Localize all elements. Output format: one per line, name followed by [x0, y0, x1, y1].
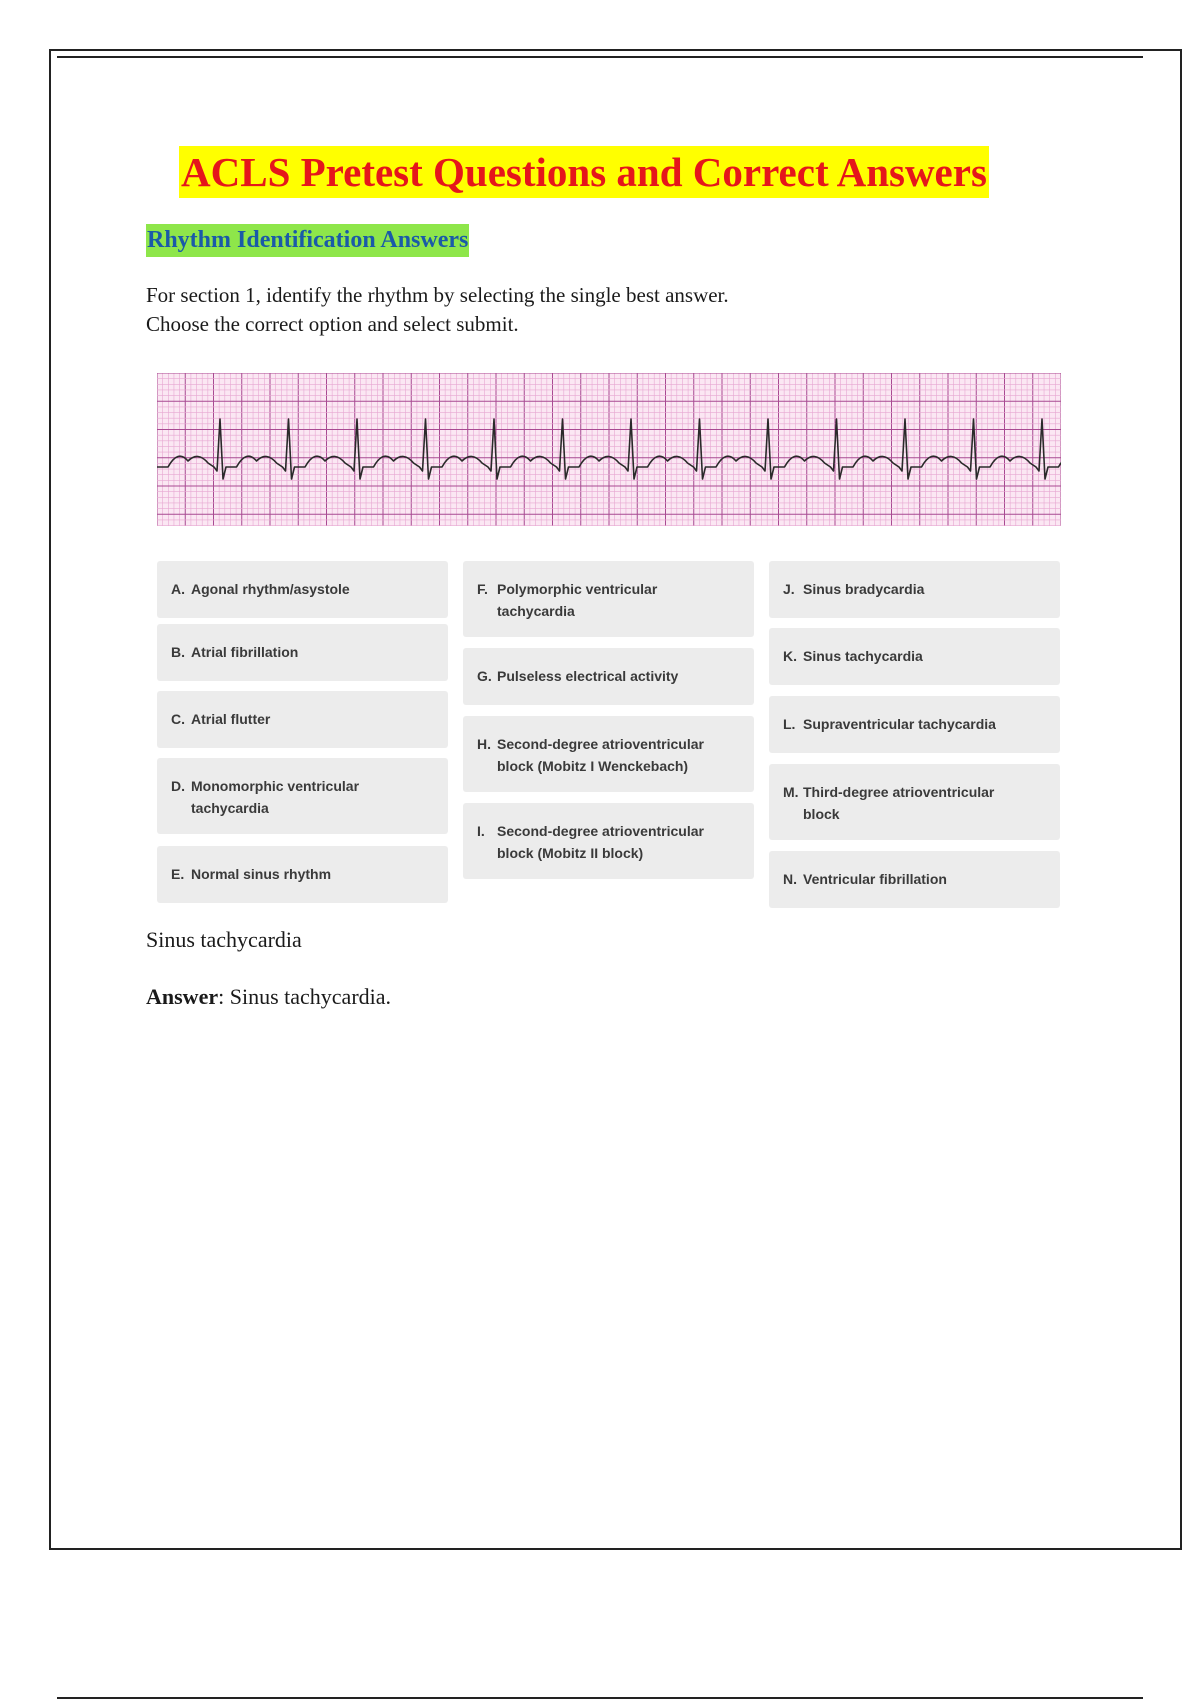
answer-value: Sinus tachycardia. [224, 984, 392, 1009]
option-letter: A. [171, 581, 185, 597]
selected-answer: Sinus tachycardia [146, 927, 302, 952]
option-letter: F. [477, 581, 488, 597]
section-heading: Rhythm Identification Answers [146, 224, 469, 257]
option-label: Second-degree atrioventricular block (Mobitz I Wenckebach) [497, 736, 704, 774]
option-letter: B. [171, 644, 185, 660]
top-rule [57, 56, 1143, 58]
option-b[interactable] [157, 624, 448, 681]
option-i[interactable] [463, 803, 754, 879]
option-letter: J. [783, 581, 795, 597]
option-label: Second-degree atrioventricular block (Mobitz II block) [497, 823, 704, 861]
option-label: Supraventricular tachycardia [803, 716, 996, 732]
document-title: ACLS Pretest Questions and Correct Answers [179, 146, 989, 198]
option-c[interactable] [157, 691, 448, 748]
option-l[interactable] [769, 696, 1060, 753]
option-letter: C. [171, 711, 185, 727]
option-letter: K. [783, 648, 797, 664]
option-letter: I. [477, 823, 485, 839]
option-g[interactable] [463, 648, 754, 705]
answer-line [146, 982, 391, 1012]
ecg-rhythm-strip [157, 373, 1061, 526]
option-letter: L. [783, 716, 796, 732]
option-label: Sinus bradycardia [803, 581, 925, 597]
option-a[interactable] [157, 561, 448, 618]
answer-separator: : [218, 984, 225, 1009]
option-label: Normal sinus rhythm [191, 866, 332, 882]
option-label: Third-degree atrioventricular block [803, 784, 995, 822]
option-label: Atrial flutter [191, 711, 271, 727]
option-k[interactable] [769, 628, 1060, 685]
answer-label: Answer [146, 984, 219, 1009]
option-label: Sinus tachycardia [803, 648, 923, 664]
option-label: Agonal rhythm/asystole [191, 581, 350, 597]
option-letter: N. [783, 871, 797, 887]
option-m[interactable] [769, 764, 1060, 840]
option-label: Atrial fibrillation [191, 644, 299, 660]
option-j[interactable] [769, 561, 1060, 618]
instruction-line-2: Choose the correct option and select submit. [146, 312, 519, 336]
option-label: Ventricular fibrillation [803, 871, 947, 887]
bottom-rule [57, 1697, 1143, 1699]
option-label: Monomorphic ventricular tachycardia [191, 778, 360, 816]
option-letter: E. [171, 866, 185, 882]
option-label: Pulseless electrical activity [497, 668, 679, 684]
option-e[interactable] [157, 846, 448, 903]
answer-options [157, 561, 1061, 913]
option-letter: G. [477, 668, 492, 684]
option-h[interactable] [463, 716, 754, 792]
option-d[interactable] [157, 758, 448, 834]
option-f[interactable] [463, 561, 754, 637]
option-letter: D. [171, 778, 185, 794]
instructions [146, 281, 729, 339]
ecg-grid [157, 373, 1061, 526]
option-label: Polymorphic ventricular tachycardia [497, 581, 658, 619]
instruction-line-1: For section 1, identify the rhythm by selecting the single best answer. [146, 283, 729, 307]
option-letter: M. [783, 784, 799, 800]
option-n[interactable] [769, 851, 1060, 908]
option-letter: H. [477, 736, 491, 752]
